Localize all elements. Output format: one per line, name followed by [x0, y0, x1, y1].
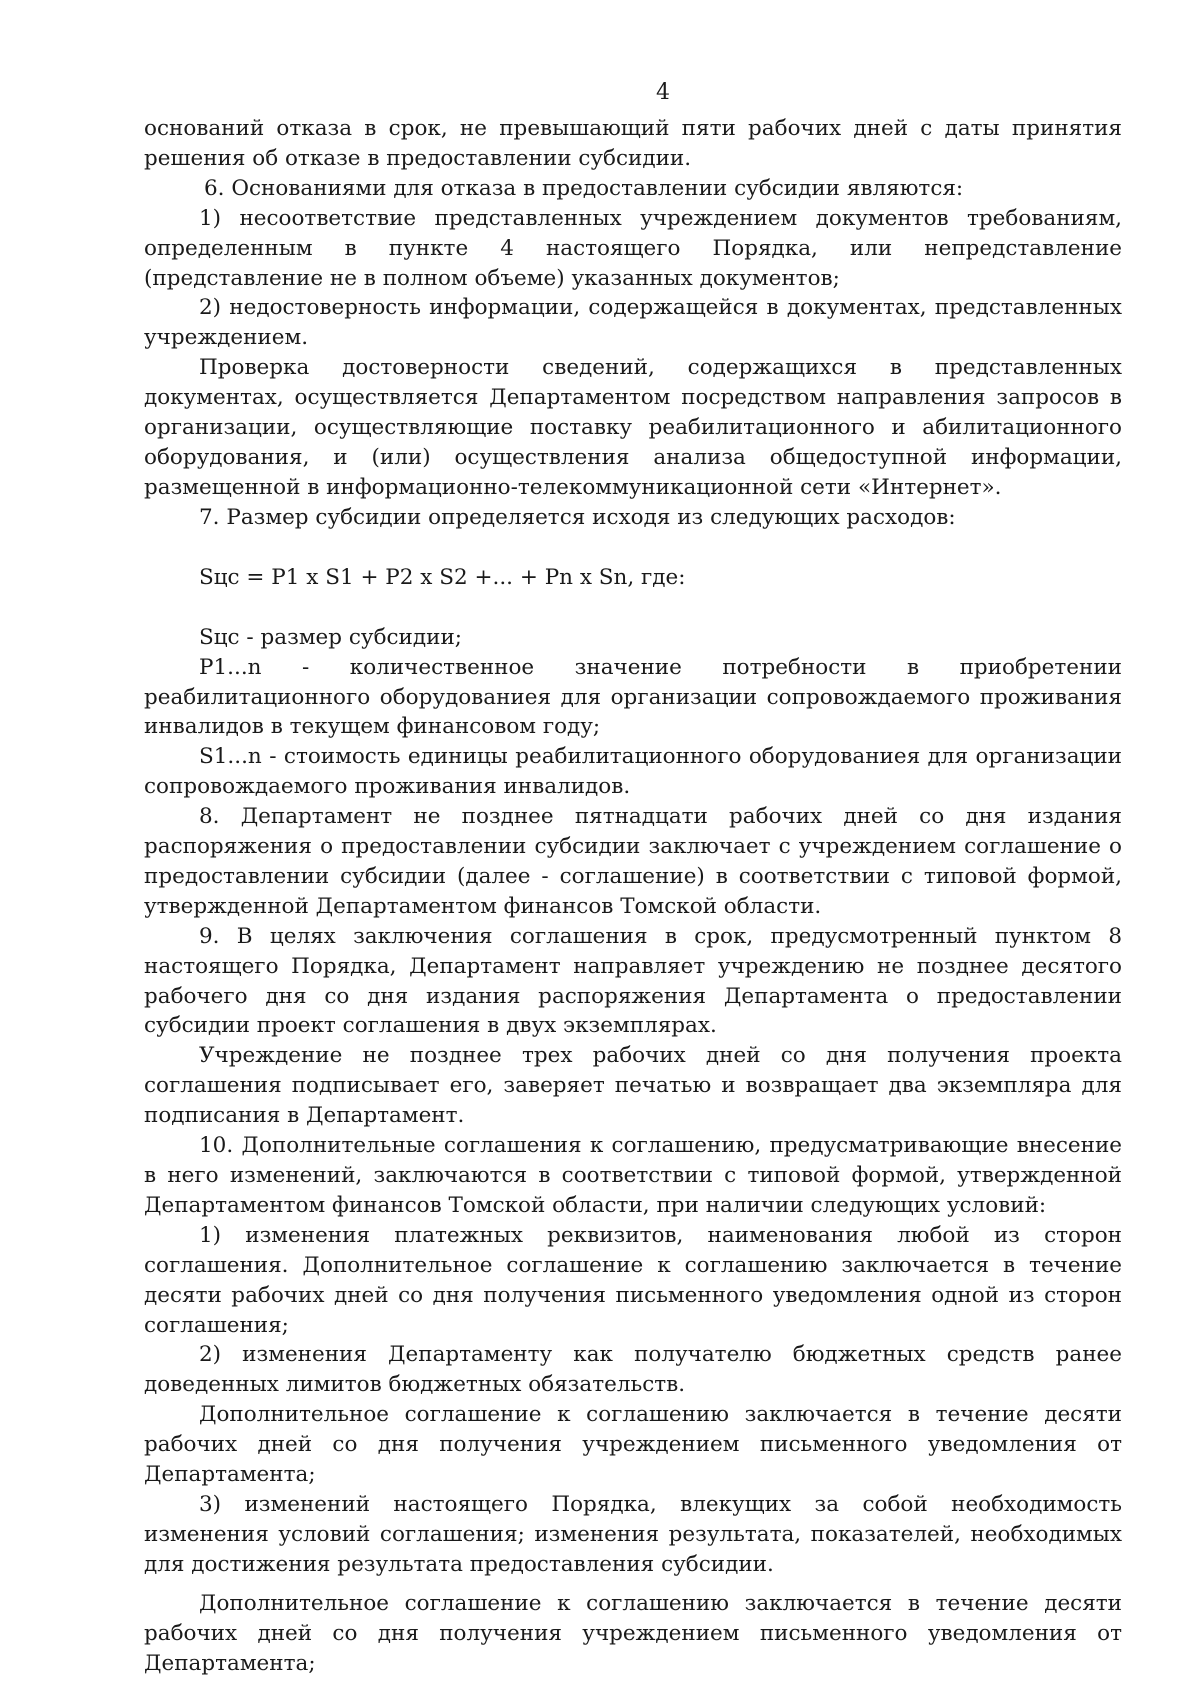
paragraph-10-item-3-note: Дополнительное соглашение к соглашению заключается в течение десяти рабочих дней со дня получения учреждением письменного уведомления от Департамента; — [144, 1590, 1122, 1676]
paragraph-6-item-1: 1) несоответствие представленных учреждением документов требованиям, определенным в пункте 4 настоящего Порядка, или непредставление (представление не в полном объеме) указанных документов; — [144, 205, 1122, 291]
paragraph-10-item-2: 2) изменения Департаменту как получателю бюджетных средств ранее доведенных лимитов бюджетных обязательств. — [144, 1342, 1122, 1398]
paragraph-10-item-1: 1) изменения платежных реквизитов, наименования любой из сторон соглашения. Дополнительное соглашение к соглашению заключается в течение десяти рабочих дней со дня получения письменного уведомления одной из сторон соглашения; — [144, 1222, 1122, 1338]
paragraph-6-heading: 6. Основаниями для отказа в предоставлении субсидии являются: — [204, 175, 964, 201]
paragraph-8: 8. Департамент не позднее пятнадцати рабочих дней со дня издания распоряжения о предоставлении субсидии заключает с учреждением соглашение о предоставлении субсидии (далее - соглашение) в соответствии с типовой формой, утвержденной Департаментом финансов Томской области. — [144, 804, 1122, 919]
paragraph-9: 9. В целях заключения соглашения в срок, предусмотренный пунктом 8 настоящего Порядка, Департамент направляет учреждению не позднее десятого рабочего дня со дня издания распоряжения Департамента о предоставлении субсидии проект соглашения в двух экземплярах. — [144, 923, 1122, 1039]
paragraph-10-item-3: 3) изменений настоящего Порядка, влекущих за собой необходимость изменения условий соглашения; изменения результата, показателей, необходимых для достижения результата предоставления субсидии. — [144, 1491, 1122, 1577]
paragraph-verification: Проверка достоверности сведений, содержащихся в представленных документах, осуществляется Департаментом посредством направления запросов в организации, осуществляющие поставку реабилитационного и абилитационного оборудования, и (или) осуществления анализа общедоступной информации, размещенной в информационно-телекоммуникационной сети «Интернет». — [144, 355, 1122, 500]
page-number: 4 — [656, 80, 670, 105]
paragraph-10-item-2-note: Дополнительное соглашение к соглашению заключается в течение десяти рабочих дней со дня получения учреждением письменного уведомления от Департамента; — [144, 1402, 1122, 1488]
paragraph-9-signing: Учреждение не позднее трех рабочих дней со дня получения проекта соглашения подписывает его, заверяет печатью и возвращает два экземпляра для подписания в Департамент. — [144, 1043, 1122, 1129]
definition-s1: S1...n - стоимость единицы реабилитационного оборудованиея для организации сопровождаемого проживания инвалидов. — [144, 744, 1122, 800]
definition-s: Sцс - размер субсидии; — [199, 624, 463, 650]
paragraph-6-item-2: 2) недостоверность информации, содержащейся в документах, представленных учреждением. — [144, 295, 1122, 351]
document-page — [144, 70, 1122, 1678]
paragraph-10: 10. Дополнительные соглашения к соглашению, предусматривающие внесение в него изменений, заключаются в соответствии с типовой формой, утвержденной Департаментом финансов Томской области, при наличии следующих условий: — [144, 1133, 1122, 1218]
paragraph-7-heading: 7. Размер субсидии определяется исходя из следующих расходов: — [199, 504, 956, 530]
definition-p: P1...n - количественное значение потребности в приобретении реабилитационного оборудованиея для организации сопровождаемого проживания инвалидов в текущем финансовом году; — [144, 654, 1122, 740]
subsidy-formula: Sцс = P1 x S1 + P2 x S2 +... + Pn x Sn, где: — [199, 564, 686, 590]
paragraph-continuation: оснований отказа в срок, не превышающий пяти рабочих дней с даты принятия решения об отказе в предоставлении субсидии. — [144, 116, 1122, 171]
